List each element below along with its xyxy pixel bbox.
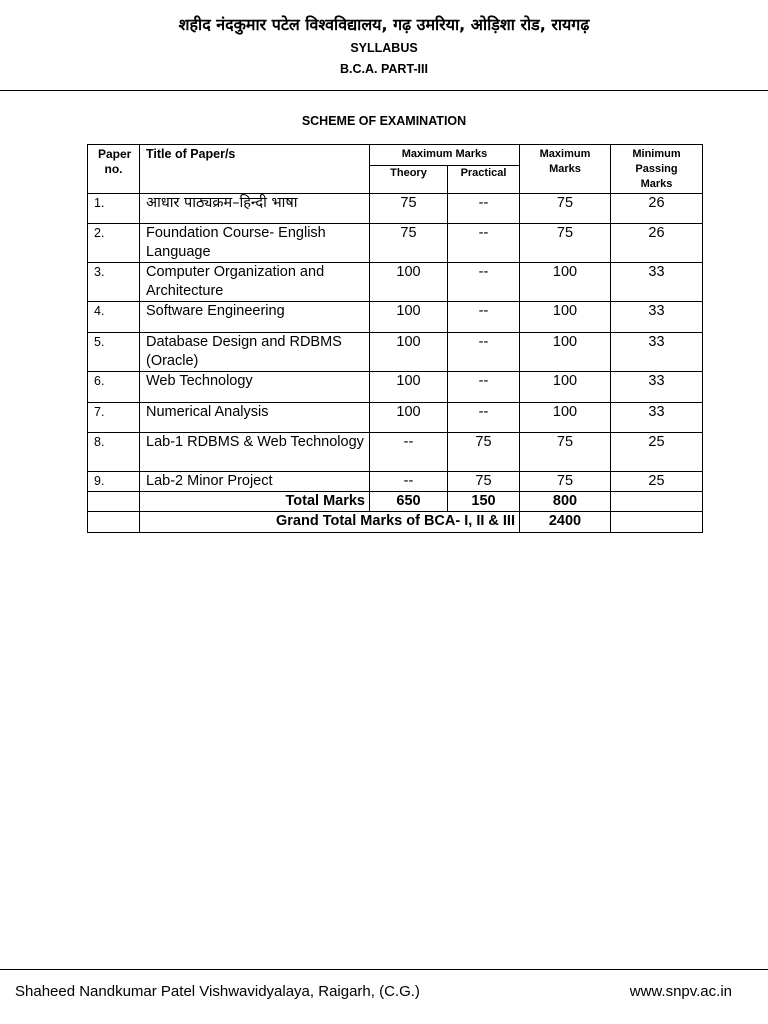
- footer-website: www.snpv.ac.in: [629, 983, 732, 1000]
- paper-number: 1.: [88, 194, 140, 224]
- paper-number: 6.: [88, 372, 140, 403]
- section-title: SCHEME OF EXAMINATION: [301, 114, 467, 128]
- practical-marks: --: [448, 224, 520, 263]
- paper-number: 7.: [88, 403, 140, 433]
- paper-title: Software Engineering: [140, 302, 370, 333]
- document-type: SYLLABUS: [350, 41, 418, 55]
- table-row: [88, 433, 703, 472]
- course-name: B.C.A. PART-III: [340, 62, 428, 76]
- total-marks-label: Total Marks: [140, 492, 370, 512]
- empty-cell: [611, 492, 703, 512]
- maximum-marks: 75: [520, 433, 611, 472]
- total-marks-row: [88, 492, 703, 512]
- minimum-passing-marks: 25: [611, 433, 703, 472]
- total-maximum-marks: 800: [520, 492, 611, 512]
- practical-marks: --: [448, 333, 520, 372]
- header-divider: [0, 90, 768, 91]
- header-practical: Practical: [448, 166, 520, 194]
- paper-title: आधार पाठ्यक्रम–हिन्दी भाषा: [140, 194, 370, 224]
- paper-number: 8.: [88, 433, 140, 472]
- minimum-passing-marks: 26: [611, 224, 703, 263]
- theory-marks: 100: [370, 403, 448, 433]
- grand-total-row: [88, 512, 703, 533]
- theory-marks: --: [370, 433, 448, 472]
- grand-total-label: Grand Total Marks of BCA- I, II & III: [140, 512, 520, 533]
- practical-marks: --: [448, 403, 520, 433]
- paper-title: Lab-2 Minor Project: [140, 472, 370, 492]
- paper-number: 2.: [88, 224, 140, 263]
- maximum-marks: 100: [520, 263, 611, 302]
- footer-divider: [0, 969, 768, 970]
- practical-marks: 75: [448, 433, 520, 472]
- examination-scheme-table: [87, 144, 703, 533]
- minimum-passing-marks: 26: [611, 194, 703, 224]
- header-minimum-passing-marks: Minimum Passing Marks: [611, 145, 703, 194]
- document-header: [0, 14, 768, 77]
- paper-number: 5.: [88, 333, 140, 372]
- paper-title: Foundation Course- English Language: [140, 224, 370, 263]
- university-name-hindi: शहीद नंदकुमार पटेल विश्वविद्यालय, गढ़ उमरिया, ओड़िशा रोड, रायगढ़: [178, 15, 590, 34]
- header-paper-no: Paper no.: [88, 145, 140, 194]
- practical-marks: --: [448, 302, 520, 333]
- footer-university-name: Shaheed Nandkumar Patel Vishwavidyalaya, Raigarh, (C.G.): [15, 983, 420, 1000]
- paper-title: Web Technology: [140, 372, 370, 403]
- minimum-passing-marks: 33: [611, 372, 703, 403]
- practical-marks: --: [448, 263, 520, 302]
- paper-number: 3.: [88, 263, 140, 302]
- maximum-marks: 100: [520, 403, 611, 433]
- maximum-marks: 75: [520, 472, 611, 492]
- paper-number: 9.: [88, 472, 140, 492]
- table-row: [88, 372, 703, 403]
- grand-total-value: 2400: [520, 512, 611, 533]
- empty-cell: [88, 512, 140, 533]
- theory-marks: --: [370, 472, 448, 492]
- theory-marks: 100: [370, 263, 448, 302]
- maximum-marks: 100: [520, 333, 611, 372]
- table-row: [88, 224, 703, 263]
- total-theory-marks: 650: [370, 492, 448, 512]
- empty-cell: [611, 512, 703, 533]
- minimum-passing-marks: 33: [611, 263, 703, 302]
- header-theory: Theory: [370, 166, 448, 194]
- table-row: [88, 302, 703, 333]
- theory-marks: 100: [370, 302, 448, 333]
- table-row: [88, 472, 703, 492]
- empty-cell: [88, 492, 140, 512]
- table-row: [88, 194, 703, 224]
- table-row: [88, 263, 703, 302]
- practical-marks: --: [448, 194, 520, 224]
- practical-marks: 75: [448, 472, 520, 492]
- header-maximum-marks-group: Maximum Marks: [370, 145, 520, 166]
- paper-title: Lab-1 RDBMS & Web Technology: [140, 433, 370, 472]
- paper-number: 4.: [88, 302, 140, 333]
- paper-title: Computer Organization and Architecture: [140, 263, 370, 302]
- table-row: [88, 403, 703, 433]
- theory-marks: 75: [370, 224, 448, 263]
- maximum-marks: 75: [520, 224, 611, 263]
- maximum-marks: 100: [520, 372, 611, 403]
- maximum-marks: 75: [520, 194, 611, 224]
- theory-marks: 75: [370, 194, 448, 224]
- minimum-passing-marks: 25: [611, 472, 703, 492]
- minimum-passing-marks: 33: [611, 403, 703, 433]
- minimum-passing-marks: 33: [611, 302, 703, 333]
- header-title: Title of Paper/s: [140, 145, 370, 194]
- maximum-marks: 100: [520, 302, 611, 333]
- total-practical-marks: 150: [448, 492, 520, 512]
- paper-title: Numerical Analysis: [140, 403, 370, 433]
- theory-marks: 100: [370, 333, 448, 372]
- table-row: [88, 333, 703, 372]
- minimum-passing-marks: 33: [611, 333, 703, 372]
- header-maximum-marks: Maximum Marks: [520, 145, 611, 194]
- paper-title: Database Design and RDBMS (Oracle): [140, 333, 370, 372]
- practical-marks: --: [448, 372, 520, 403]
- theory-marks: 100: [370, 372, 448, 403]
